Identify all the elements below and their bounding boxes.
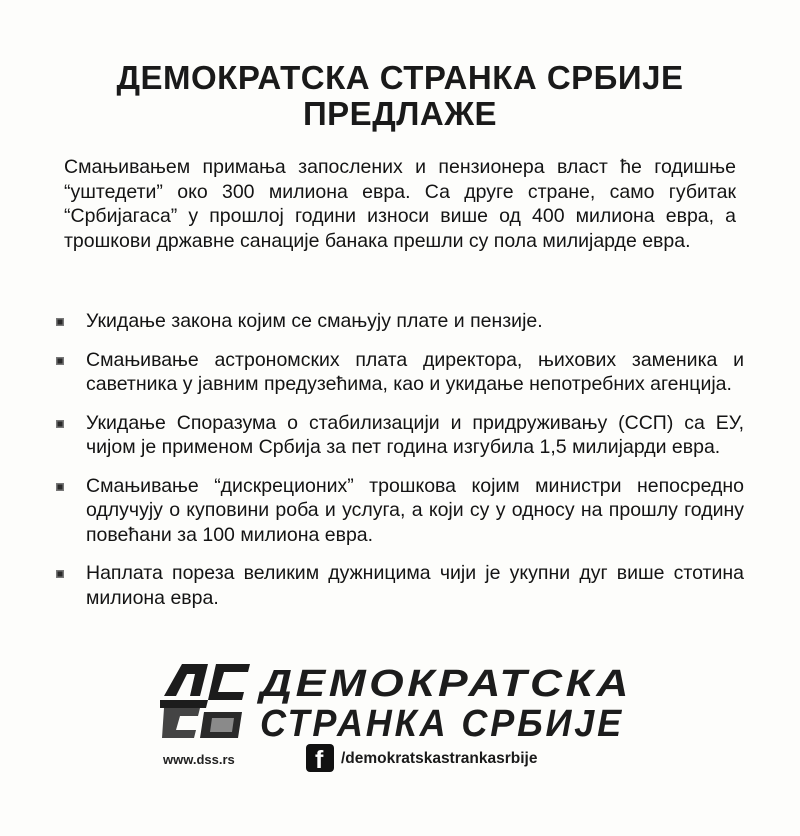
- facebook-handle[interactable]: /demokratskastrankasrbije: [341, 750, 538, 767]
- party-logo: [160, 660, 640, 740]
- list-item: [54, 561, 744, 610]
- list-item: [54, 411, 744, 460]
- list-item-text: Укидање Споразума о стабилизацији и придруживању (ССП) са ЕУ, чијом је применом Србија за пет година изгубила 1,5 милијарди евра.: [86, 411, 744, 458]
- bullet-square-icon: [56, 483, 64, 491]
- page-title: [40, 60, 760, 132]
- list-item: [54, 474, 744, 548]
- list-item: [54, 348, 744, 397]
- logo-line-1: ДЕМОКРАТСКА: [256, 663, 632, 705]
- list-item-text: Смањивање “дискреционих” трошкова којим министри непосредно одлучују о куповини роба и услуга, а који су у односу на прошлу годину повећани за 100 милиона евра.: [86, 474, 744, 546]
- bullet-square-icon: [56, 570, 64, 578]
- list-item-text: Наплата пореза великим дужницима чији је укупни дуг више стотина милиона евра.: [86, 562, 744, 609]
- facebook-glyph: f: [315, 746, 324, 774]
- list-item-text: Укидање закона којим се смањују плате и пензије.: [86, 310, 543, 332]
- website-link[interactable]: www.dss.rs: [163, 752, 235, 767]
- logo-line-2: СТРАНКА СРБИЈЕ: [260, 703, 624, 740]
- bullet-square-icon: [56, 420, 64, 428]
- title-line-1: ДЕМОКРАТСКА СТРАНКА СРБИЈЕ: [116, 59, 684, 96]
- bullet-square-icon: [56, 357, 64, 365]
- list-item: [54, 309, 744, 334]
- intro-paragraph: Смањивањем примања запослених и пензионера власт ће годишње “уштедети” око 300 милиона евра. Са друге стране, само губитак “Србијагаса” у прошлој години износи више од 400 милиона евра, а трошкови државне санације банака прешли су пола милијарде евра.: [64, 156, 736, 252]
- proposal-list: [54, 309, 744, 610]
- title-line-2: ПРЕДЛАЖЕ: [302, 95, 498, 132]
- bullet-square-icon: [56, 318, 64, 326]
- list-item-text: Смањивање астрономских плата директора, њихових заменика и саветника у јавним предузећима, као и укидање непотребних агенција.: [86, 348, 744, 395]
- facebook-icon[interactable]: [306, 744, 334, 772]
- logo-mark-icon: [160, 664, 250, 738]
